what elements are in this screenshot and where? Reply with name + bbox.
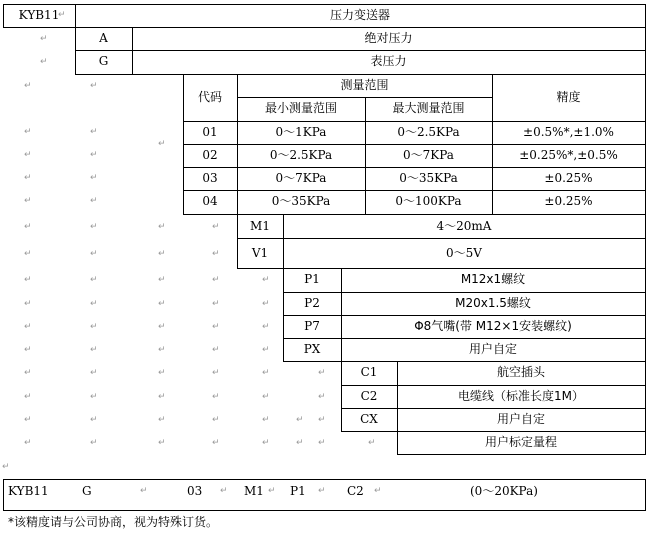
paragraph-mark-icon: ↵ [90,173,98,183]
paragraph-mark-icon: ↵ [24,222,32,232]
range-min: 0～35KPa [271,194,331,208]
paragraph-mark-icon: ↵ [220,486,228,496]
output-label: 0～5V [446,246,482,260]
paragraph-mark-icon: ↵ [24,415,32,425]
paragraph-mark-icon: ↵ [158,345,166,355]
paragraph-mark-icon: ↵ [90,322,98,332]
range-code: 01 [202,125,218,139]
paragraph-mark-icon: ↵ [158,392,166,402]
range-accuracy: ±0.25%*,±0.5% [519,148,618,162]
paragraph-mark-icon: ↵ [212,368,220,378]
paragraph-mark-icon: ↵ [24,299,32,309]
range-code: 04 [202,194,218,208]
paragraph-mark-icon: ↵ [212,299,220,309]
paragraph-mark-icon: ↵ [24,345,32,355]
example-part: P1 [290,484,306,498]
pressure-type-code: G [98,54,109,68]
paragraph-mark-icon: ↵ [212,322,220,332]
paragraph-mark-icon: ↵ [40,34,48,44]
process-code: PX [303,342,321,356]
range-accuracy: ±0.25% [544,171,593,185]
paragraph-mark-icon: ↵ [262,345,270,355]
electrical-code: C2 [360,389,378,403]
paragraph-mark-icon: ↵ [296,438,304,448]
process-code: P1 [304,272,320,286]
example-part: KYB11 [8,484,49,498]
paragraph-mark-icon: ↵ [24,275,32,285]
range-code: 03 [202,171,218,185]
electrical-code: C1 [360,365,378,379]
example-part: 03 [187,484,203,498]
electrical-label: 电缆线（标准长度1M） [458,389,584,403]
paragraph-mark-icon: ↵ [158,368,166,378]
paragraph-mark-icon: ↵ [262,392,270,402]
code-header: 代码 [197,90,222,104]
paragraph-mark-icon: ↵ [58,10,66,20]
accuracy-header: 精度 [556,90,581,104]
paragraph-mark-icon: ↵ [24,150,32,160]
paragraph-mark-icon: ↵ [24,392,32,402]
range-code: 02 [202,148,218,162]
paragraph-mark-icon: ↵ [158,222,166,232]
paragraph-mark-icon: ↵ [90,299,98,309]
example-part: G [82,484,92,498]
paragraph-mark-icon: ↵ [24,81,32,91]
paragraph-mark-icon: ↵ [158,275,166,285]
custom-range-label: 用户标定量程 [484,435,557,449]
paragraph-mark-icon: ↵ [90,392,98,402]
process-label: M12x1螺纹 [460,272,526,286]
paragraph-mark-icon: ↵ [90,345,98,355]
paragraph-mark-icon: ↵ [262,438,270,448]
paragraph-mark-icon: ↵ [90,249,98,259]
range-min: 0～2.5KPa [269,148,333,162]
paragraph-mark-icon: ↵ [140,486,148,496]
paragraph-mark-icon: ↵ [90,275,98,285]
paragraph-mark-icon: ↵ [24,127,32,137]
range-max: 0～35KPa [399,171,458,185]
paragraph-mark-icon: ↵ [24,322,32,332]
range-accuracy: ±0.25% [544,194,593,208]
paragraph-mark-icon: ↵ [212,345,220,355]
pressure-type-label: 表压力 [370,54,407,68]
paragraph-mark-icon: ↵ [318,486,326,496]
paragraph-mark-icon: ↵ [318,368,326,378]
paragraph-mark-icon: ↵ [262,299,270,309]
range-max: 0～2.5KPa [397,125,460,139]
footnote: *该精度请与公司协商，视为特殊订货。 [8,515,219,529]
paragraph-mark-icon: ↵ [262,322,270,332]
paragraph-mark-icon: ↵ [262,415,270,425]
min-range-header: 最小测量范围 [264,101,337,115]
product-title: 压力变送器 [329,8,390,22]
paragraph-mark-icon: ↵ [158,139,166,149]
paragraph-mark-icon: ↵ [40,57,48,67]
paragraph-mark-icon: ↵ [2,462,10,472]
range-max: 0～7KPa [403,148,454,162]
paragraph-mark-icon: ↵ [24,173,32,183]
paragraph-mark-icon: ↵ [374,486,382,496]
range-max: 0～100KPa [395,194,462,208]
paragraph-mark-icon: ↵ [158,415,166,425]
paragraph-mark-icon: ↵ [262,368,270,378]
paragraph-mark-icon: ↵ [158,438,166,448]
paragraph-mark-icon: ↵ [212,222,220,232]
paragraph-mark-icon: ↵ [90,438,98,448]
output-label: 4～20mA [436,219,492,233]
paragraph-mark-icon: ↵ [90,81,98,91]
paragraph-mark-icon: ↵ [90,368,98,378]
paragraph-mark-icon: ↵ [158,299,166,309]
example-part: M1 [244,484,264,498]
paragraph-mark-icon: ↵ [296,415,304,425]
range-accuracy: ±0.5%*,±1.0% [523,125,614,139]
electrical-label: 用户自定 [496,412,545,426]
model-code: KYB11 [18,8,60,22]
range-header: 测量范围 [340,78,389,92]
paragraph-mark-icon: ↵ [368,438,376,448]
paragraph-mark-icon: ↵ [318,438,326,448]
process-label: 用户自定 [468,342,517,356]
paragraph-mark-icon: ↵ [318,415,326,425]
process-label: Φ8气嘴(带 M12×1安装螺纹) [414,319,572,333]
paragraph-mark-icon: ↵ [158,322,166,332]
example-part: C2 [347,484,364,498]
paragraph-mark-icon: ↵ [90,222,98,232]
process-code: P7 [304,319,320,333]
paragraph-mark-icon: ↵ [90,415,98,425]
pressure-type-label: 绝对压力 [364,31,413,45]
paragraph-mark-icon: ↵ [90,127,98,137]
paragraph-mark-icon: ↵ [24,249,32,259]
paragraph-mark-icon: ↵ [212,275,220,285]
paragraph-mark-icon: ↵ [268,486,276,496]
electrical-code: CX [360,412,378,426]
paragraph-mark-icon: ↵ [24,368,32,378]
pressure-type-code: A [99,31,108,45]
paragraph-mark-icon: ↵ [262,275,270,285]
paragraph-mark-icon: ↵ [90,196,98,206]
paragraph-mark-icon: ↵ [212,415,220,425]
output-code: M1 [250,219,270,233]
paragraph-mark-icon: ↵ [90,150,98,160]
paragraph-mark-icon: ↵ [158,249,166,259]
process-code: P2 [304,296,320,310]
paragraph-mark-icon: ↵ [24,438,32,448]
paragraph-mark-icon: ↵ [212,392,220,402]
example-range: (0～20KPa) [470,484,538,498]
paragraph-mark-icon: ↵ [212,249,220,259]
range-min: 0～7KPa [275,171,327,185]
range-min: 0～1KPa [275,125,327,139]
electrical-label: 航空插头 [496,365,545,379]
output-code: V1 [251,246,269,260]
max-range-header: 最大测量范围 [392,101,465,115]
process-label: M20x1.5螺纹 [455,296,531,310]
paragraph-mark-icon: ↵ [24,196,32,206]
paragraph-mark-icon: ↵ [318,392,326,402]
paragraph-mark-icon: ↵ [212,438,220,448]
